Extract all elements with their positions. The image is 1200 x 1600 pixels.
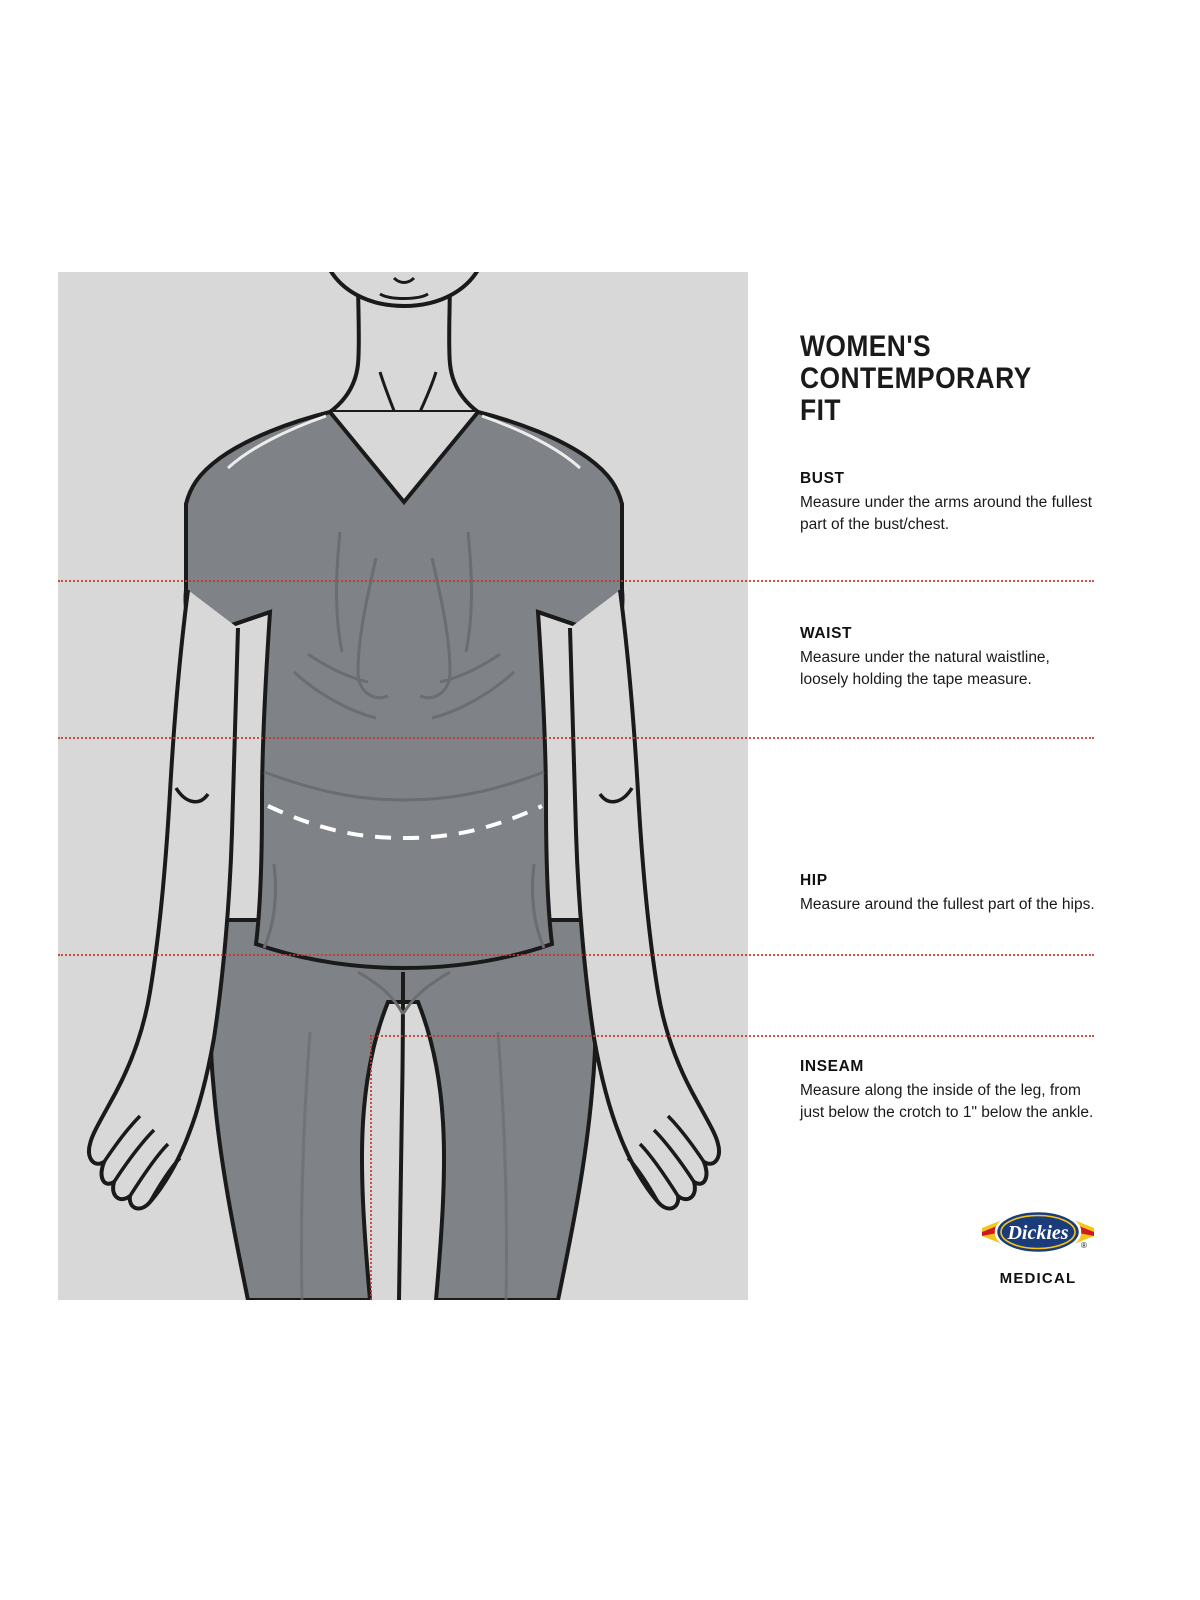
measurement-block-hip: [800, 872, 1100, 916]
waist-guide-line: [58, 737, 1094, 739]
measurement-title-hip: HIP: [800, 872, 828, 889]
female-figure-illustration: [58, 272, 748, 1300]
inseam-guide-line-vertical: [370, 1035, 372, 1300]
page-title: [800, 331, 1100, 426]
brand-logo-block: [980, 1206, 1096, 1287]
logo-registered-mark: ®: [1081, 1241, 1087, 1250]
bust-guide-line: [58, 580, 1094, 582]
measurement-block-waist: [800, 625, 1100, 691]
dickies-logo-icon: [980, 1206, 1096, 1258]
measurement-title-bust: BUST: [800, 470, 845, 487]
title-line-two: CONTEMPORARY FIT: [800, 362, 1032, 428]
measurement-title-waist: WAIST: [800, 625, 853, 642]
measurement-block-bust: [800, 470, 1100, 536]
inseam-guide-line: [370, 1035, 1094, 1037]
measurement-description-waist: Measure under the natural waistline, loosely holding the tape measure.: [800, 649, 1050, 688]
logo-wordmark: Dickies: [1007, 1222, 1069, 1244]
measurement-description-bust: Measure under the arms around the fullest part of the bust/chest.: [800, 494, 1093, 533]
illustration-panel: [58, 272, 748, 1300]
measurement-description-hip: Measure around the fullest part of the hips.: [800, 896, 1095, 913]
measurement-block-inseam: [800, 1058, 1100, 1124]
heading-block: [800, 310, 1100, 448]
hip-guide-line: [58, 954, 1094, 956]
scrub-pants: [209, 920, 603, 1300]
measurement-description-inseam: Measure along the inside of the leg, from just below the crotch to 1" below the ankle.: [800, 1082, 1094, 1121]
logo-division-label: MEDICAL: [999, 1270, 1077, 1287]
measurement-title-inseam: INSEAM: [800, 1058, 864, 1075]
title-line-one: WOMEN'S: [800, 330, 932, 364]
scrub-top: [185, 412, 622, 968]
